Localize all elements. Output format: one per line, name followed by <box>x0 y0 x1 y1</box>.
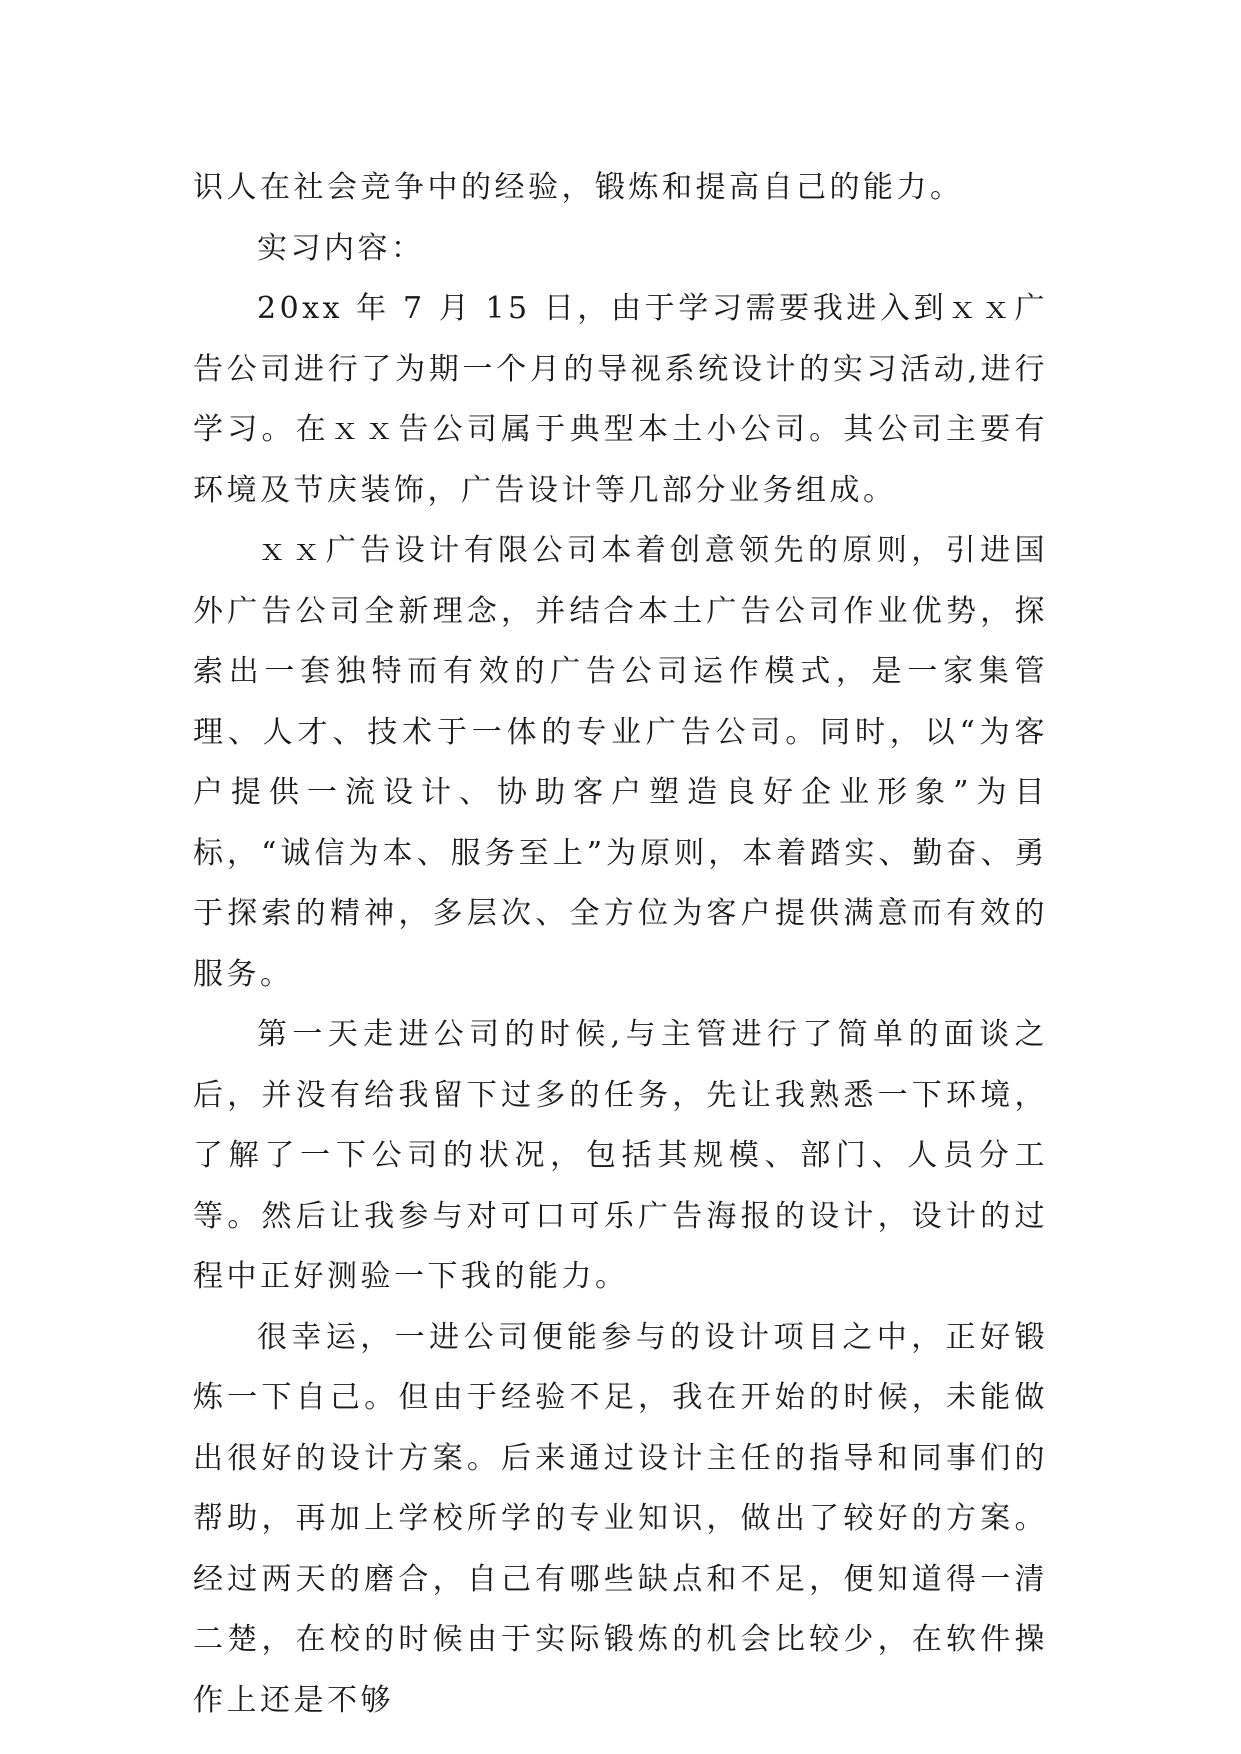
paragraph-company-profile: ｘｘ广告设计有限公司本着创意领先的原则，引进国外广告公司全新理念，并结合本土广告公司作业优势，探索出一套独特而有效的广告公司运作模式，是一家集管理、人才、技术于一体的专业广告公司。同时，以“为客户提供一流设计、协助客户塑造良好企业形象”为目标，“诚信为本、服务至上”为原则，本着踏实、勤奋、勇于探索的精神，多层次、全方位为客户提供满意而有效的服务。 <box>193 533 1048 992</box>
paragraph-first-day: 第一天走进公司的时候,与主管进行了简单的面谈之后，并没有给我留下过多的任务，先让我熟悉一下环境，了解了一下公司的状况，包括其规模、部门、人员分工等。然后让我参与对可口可乐广告海报的设计，设计的过程中正好测验一下我的能力。 <box>193 1017 1048 1294</box>
paragraph-design-project: 很幸运，一进公司便能参与的设计项目之中，正好锻炼一下自己。但由于经验不足，我在开始的时候，未能做出很好的设计方案。后来通过设计主任的指导和同事们的帮助，再加上学校所学的专业知识，做出了较好的方案。经过两天的磨合，自己有哪些缺点和不足，便知道得一清二楚，在校的时候由于实际锻炼的机会比较少，在软件操作上还是不够 <box>193 1319 1048 1718</box>
paragraph-continuation: 识人在社会竞争中的经验，锻炼和提高自己的能力。 <box>193 170 964 205</box>
paragraph-internship-intro: 20xx 年 7 月 15 日，由于学习需要我进入到ｘｘ广告公司进行了为期一个月的导视系统设计的实习活动,进行学习。在ｘｘ告公司属于典型本土小公司。其公司主要有环境及节庆装饰，广告设计等几部分业务组成。 <box>193 291 1048 508</box>
section-heading-internship-content: 实习内容： <box>257 230 425 266</box>
document-body <box>193 158 1048 1731</box>
